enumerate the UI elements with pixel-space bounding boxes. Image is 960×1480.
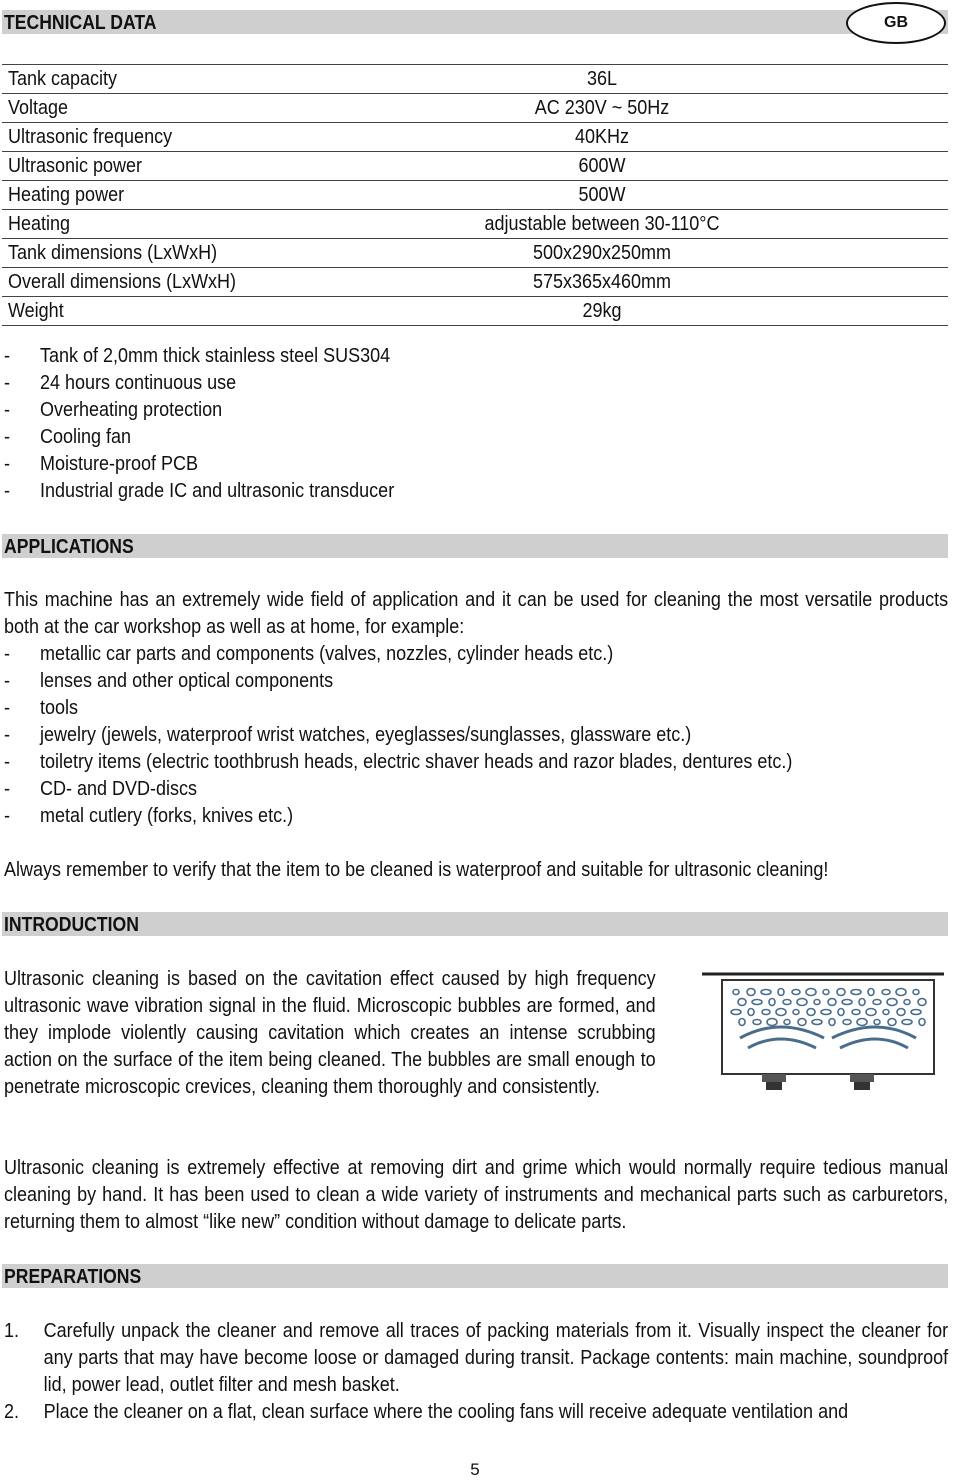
bubble — [843, 1020, 851, 1025]
application-item: - tools — [4, 695, 948, 722]
bubble — [778, 989, 784, 996]
step-text: Carefully unpack the cleaner and remove all traces of packing materials from it. Visually inspect the cleaner for any parts that may have become loose or damaged during transit. Package contents: main machine, soundproof lid, power lead, outlet filter and mesh basket. — [43, 1320, 949, 1396]
bubble — [868, 989, 874, 996]
spec-value: 36L — [586, 68, 618, 90]
spec-row — [2, 267, 948, 296]
spec-row — [2, 151, 948, 180]
bubble — [911, 1010, 921, 1015]
spec-label: Tank capacity — [8, 68, 118, 90]
preparation-step — [4, 1318, 948, 1399]
introduction-para-2-container — [4, 1155, 948, 1236]
spec-row — [2, 238, 948, 267]
bubble — [873, 1000, 881, 1005]
feature-item: - Overheating protection — [4, 397, 948, 424]
feature-item: - Cooling fan — [4, 424, 948, 451]
bubble — [738, 999, 746, 1006]
bubble — [859, 999, 865, 1006]
bubble — [752, 1000, 762, 1005]
spec-row — [2, 64, 948, 93]
bubble — [857, 1019, 867, 1026]
bubble — [762, 1010, 770, 1015]
bubble — [784, 1020, 790, 1025]
spec-value: 500W — [578, 184, 626, 206]
bubble — [748, 1009, 754, 1016]
bubble — [874, 1020, 880, 1025]
bubble — [733, 990, 739, 995]
bubble — [887, 999, 897, 1006]
introduction-para-1: Ultrasonic cleaning is based on the cavitation effect caused by high frequency ultrasonic wave vibration signal in the fluid. Microscopic bubbles are formed, and they implode violently causing cavitation which creates an intense scrubbing action on the surface of the item being cleaned. The bubbles are small enough to penetrate microscopic crevices, cleaning them thoroughly and consistently. — [4, 968, 656, 1098]
bubble — [761, 990, 771, 995]
bubble — [837, 989, 845, 996]
applications-list — [4, 641, 948, 830]
bubble — [731, 1010, 741, 1015]
bubble — [902, 1020, 912, 1025]
bubble — [897, 1009, 905, 1016]
section-header-technical-data — [2, 10, 948, 34]
applications-intro: This machine has an extremely wide field of application and it can be used for cleaning the most versatile products both at the car workshop as well as at home, for example: — [4, 589, 949, 638]
spec-row — [2, 122, 948, 151]
section-title: TECHNICAL DATA — [4, 12, 157, 34]
applications-body — [4, 587, 948, 884]
bubble — [793, 1010, 799, 1015]
section-title: PREPARATIONS — [4, 1266, 142, 1288]
application-item: - jewelry (jewels, waterproof wrist watches, eyeglasses/sunglasses, glassware etc.) — [4, 722, 948, 749]
section-title: APPLICATIONS — [4, 536, 134, 558]
bubble — [896, 989, 906, 996]
bubble — [842, 1000, 852, 1005]
application-item: - CD- and DVD-discs — [4, 776, 948, 803]
feature-item: - Moisture-proof PCB — [4, 451, 948, 478]
bubble — [904, 1000, 910, 1005]
application-item: - toiletry items (electric toothbrush heads, electric shaver heads and razor blades, dentures etc.) — [4, 749, 948, 776]
bubble — [882, 990, 890, 995]
spec-label: Heating — [8, 213, 71, 235]
applications-reminder: Always remember to verify that the item to be cleaned is waterproof and suitable for ultrasonic cleaning! — [4, 859, 829, 881]
preparation-step — [4, 1399, 948, 1426]
section-title: INTRODUCTION — [4, 914, 139, 936]
bubble — [812, 1020, 822, 1025]
section-header-preparations — [2, 1264, 948, 1288]
spec-row — [2, 180, 948, 209]
feature-list-container — [4, 343, 948, 505]
bubble — [792, 990, 800, 995]
ultrasonic-tank-illustration — [700, 968, 946, 1098]
bubble — [814, 1000, 820, 1005]
bubble — [823, 990, 829, 995]
bubble — [829, 1019, 835, 1026]
spec-label: Tank dimensions (LxWxH) — [8, 242, 218, 264]
language-badge: GB — [846, 2, 946, 44]
page-number: 5 — [470, 1460, 480, 1479]
bubble — [851, 990, 861, 995]
bubble — [767, 1019, 777, 1026]
bubble — [888, 1019, 896, 1026]
bubble — [797, 999, 807, 1006]
spec-value: 600W — [578, 155, 626, 177]
spec-label: Voltage — [8, 97, 69, 119]
introduction-para-2: Ultrasonic cleaning is extremely effective at removing dirt and grime which would normally require tedious manual cleaning by hand. It has been used to clean a wide variety of instruments and mechanical parts such as carburetors, returning them to almost “like new” condition without damage to delicate parts. — [4, 1157, 949, 1233]
bubble — [838, 1009, 844, 1016]
step-number: 1. — [4, 1320, 20, 1342]
spec-row — [2, 296, 948, 326]
feature-list — [4, 343, 948, 505]
spec-label: Heating power — [8, 184, 125, 206]
application-item: - lenses and other optical components — [4, 668, 948, 695]
spec-label: Ultrasonic power — [8, 155, 143, 177]
bubble — [866, 1009, 876, 1016]
bubble — [739, 1019, 745, 1026]
spec-value: 575x365x460mm — [532, 271, 672, 293]
bubble — [919, 1019, 925, 1026]
section-header-introduction — [2, 912, 948, 936]
spec-label: Ultrasonic frequency — [8, 126, 173, 148]
spec-value: 40KHz — [574, 126, 630, 148]
application-item: - metal cutlery (forks, knives etc.) — [4, 803, 948, 830]
spec-label: Weight — [8, 300, 64, 322]
bubble — [918, 999, 926, 1006]
feature-item: - 24 hours continuous use — [4, 370, 948, 397]
feature-item: - Industrial grade IC and ultrasonic transducer — [4, 478, 948, 505]
spec-row — [2, 93, 948, 122]
bubble — [798, 1019, 806, 1026]
bubble — [828, 999, 836, 1006]
bubble — [806, 989, 816, 996]
spec-row — [2, 209, 948, 238]
introduction-para-1-container — [4, 966, 656, 1101]
bubble — [753, 1020, 761, 1025]
bubble — [783, 1000, 791, 1005]
preparations-steps — [4, 1318, 948, 1426]
preparations-body — [4, 1318, 948, 1426]
step-text: Place the cleaner on a flat, clean surface where the cooling fans will receive adequate ventilation and — [43, 1401, 849, 1423]
bubble — [821, 1010, 831, 1015]
bubble — [776, 1009, 786, 1016]
application-item: - metallic car parts and components (valves, nozzles, cylinder heads etc.) — [4, 641, 948, 668]
bubble — [852, 1010, 860, 1015]
spec-value: adjustable between 30-110°C — [484, 213, 720, 235]
bubble — [807, 1009, 815, 1016]
spec-value: 29kg — [582, 300, 622, 322]
bubble — [747, 989, 755, 996]
spec-value: 500x290x250mm — [532, 242, 672, 264]
bubble — [883, 1010, 889, 1015]
spec-label: Overall dimensions (LxWxH) — [8, 271, 237, 293]
spec-table — [2, 64, 948, 326]
feature-item: - Tank of 2,0mm thick stainless steel SUS304 — [4, 343, 948, 370]
step-number: 2. — [4, 1401, 20, 1423]
spec-value: AC 230V ~ 50Hz — [534, 97, 670, 119]
bubble — [913, 990, 919, 995]
bubble — [769, 999, 775, 1006]
section-header-applications — [2, 534, 948, 558]
